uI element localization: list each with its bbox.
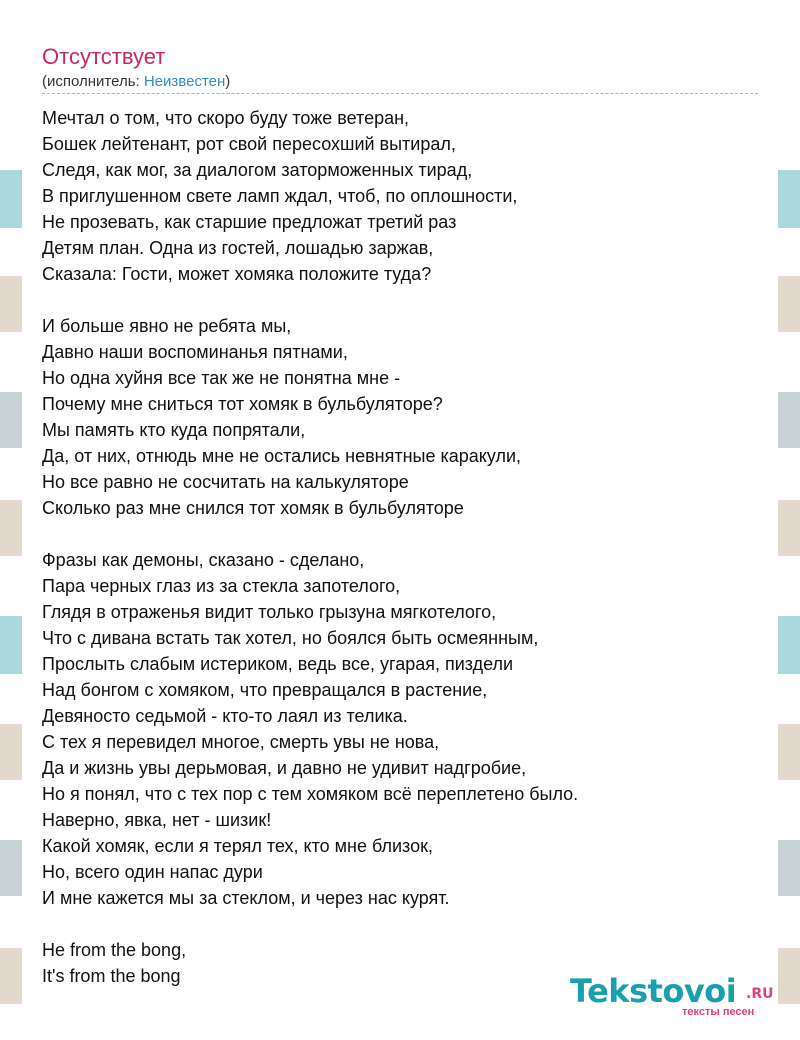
lyric-line: В приглушенном свете ламп ждал, чтоб, по оплошности, bbox=[42, 186, 518, 206]
lyric-line: Пара черных глаз из за стекла запотелого, bbox=[42, 576, 401, 596]
artist-line bbox=[42, 73, 230, 90]
lyric-line: Но одна хуйня все так же не понятна мне - bbox=[42, 368, 401, 388]
artist-suffix: ) bbox=[225, 73, 231, 90]
artist-link[interactable]: Неизвестен bbox=[143, 73, 226, 90]
lyric-line: Наверно, явка, нет - шизик! bbox=[42, 810, 272, 830]
lyric-line: He from the bong, bbox=[42, 940, 187, 960]
lyric-line: Следя, как мог, за диалогом заторможенных тирад, bbox=[42, 160, 473, 180]
lyric-line: Фразы как демоны, сказано - сделано, bbox=[42, 550, 365, 570]
lyric-line bbox=[42, 521, 758, 547]
lyric-line: Что с дивана встать так хотел, но боялся быть осмеянным, bbox=[42, 628, 539, 648]
lyric-line: Почему мне сниться тот хомяк в бульбуляторе? bbox=[42, 394, 443, 414]
lyric-line: It's from the bong bbox=[42, 966, 181, 986]
logo-brand: Tekstovoi bbox=[570, 972, 737, 1010]
tekstovoi-logo[interactable] bbox=[570, 972, 774, 1020]
logo-tld: .RU bbox=[746, 986, 774, 1002]
lyrics-text bbox=[42, 105, 758, 989]
lyric-line: Бошек лейтенант, рот свой пересохший вытирал, bbox=[42, 134, 456, 154]
logo-tagline: тексты песен bbox=[682, 1006, 755, 1018]
song-title: Отсутствует bbox=[42, 44, 166, 69]
lyric-line: Но все равно не сосчитать на калькуляторе bbox=[42, 472, 409, 492]
lyric-line: Детям план. Одна из гостей, лошадью заржав, bbox=[42, 238, 434, 258]
artist-prefix: (исполнитель: bbox=[42, 73, 144, 90]
lyric-line: Но, всего один напас дури bbox=[42, 862, 263, 882]
lyric-line: Но я понял, что с тех пор с тем хомяком всё переплетено было. bbox=[42, 784, 579, 804]
lyric-line bbox=[42, 287, 758, 313]
header-divider bbox=[42, 93, 758, 94]
lyric-line: Мечтал о том, что скоро буду тоже ветеран, bbox=[42, 108, 410, 128]
lyric-line: Сколько раз мне снился тот хомяк в бульбуляторе bbox=[42, 498, 464, 518]
lyric-line: Да, от них, отнюдь мне не остались невнятные каракули, bbox=[42, 446, 522, 466]
lyric-line: Какой хомяк, если я терял тех, кто мне близок, bbox=[42, 836, 433, 856]
lyric-line bbox=[42, 911, 758, 937]
lyric-line: Над бонгом с хомяком, что превращался в растение, bbox=[42, 680, 488, 700]
lyric-line: И больше явно не ребята мы, bbox=[42, 316, 292, 336]
lyric-line: Прослыть слабым истериком, ведь все, угарая, пиздели bbox=[42, 654, 514, 674]
lyric-line: Сказала: Гости, может хомяка положите туда? bbox=[42, 264, 432, 284]
lyric-line: Мы память кто куда попрятали, bbox=[42, 420, 306, 440]
lyric-line: Да и жизнь увы дерьмовая, и давно не удивит надгробие, bbox=[42, 758, 527, 778]
lyric-line: Не прозевать, как старшие предложат третий раз bbox=[42, 212, 457, 232]
lyric-line: Давно наши воспоминанья пятнами, bbox=[42, 342, 348, 362]
lyric-line: С тех я перевидел многое, смерть увы не нова, bbox=[42, 732, 440, 752]
lyric-line: Глядя в отраженья видит только грызуна мягкотелого, bbox=[42, 602, 497, 622]
lyric-line: И мне кажется мы за стеклом, и через нас курят. bbox=[42, 888, 450, 908]
lyrics-card bbox=[22, 22, 778, 1018]
lyric-line: Девяносто седьмой - кто-то лаял из телика. bbox=[42, 706, 408, 726]
